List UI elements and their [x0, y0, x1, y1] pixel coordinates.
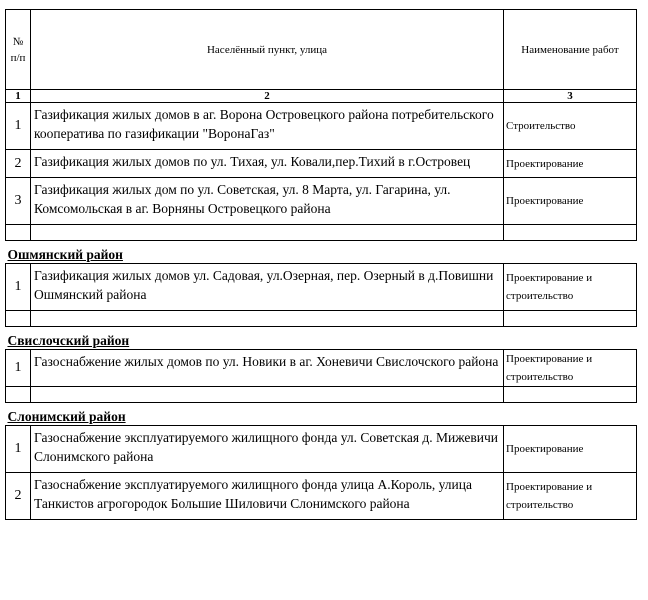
header-number-cell: [6, 10, 31, 90]
row-number: 2: [6, 150, 31, 178]
row-number: 1: [6, 426, 31, 473]
district-heading: Свислочский район: [7, 333, 130, 348]
table-row: [6, 350, 637, 387]
row-work: Проектирование и строительство: [504, 264, 637, 311]
table-row: [6, 426, 637, 473]
district-row: [6, 241, 637, 264]
table-row: [6, 150, 637, 178]
row-number: 1: [6, 264, 31, 311]
district-row: [6, 327, 637, 350]
empty-row: [6, 387, 637, 403]
row-number: 2: [6, 473, 31, 520]
row-locality: Газификация жилых домов в аг. Ворона Островецкого района потребительского кооператива по газификации "ВоронаГаз": [31, 103, 504, 150]
header-number-label: №: [12, 35, 24, 48]
district-heading: Ошмянский район: [7, 247, 123, 262]
works-table: [5, 9, 637, 520]
row-number: 3: [6, 178, 31, 225]
column-number-row: [6, 90, 637, 103]
row-locality: Газоснабжение эксплуатируемого жилищного фонда ул. Советская д. Мижевичи Слонимского района: [31, 426, 504, 473]
row-locality: Газификация жилых домов по ул. Тихая, ул. Ковали,пер.Тихий в г.Островец: [31, 150, 504, 178]
column-number-2: 2: [31, 90, 504, 103]
row-work: Строительство: [504, 103, 637, 150]
header-number-sublabel: п/п: [10, 51, 26, 64]
row-locality: Газификация жилых дом по ул. Советская, ул. 8 Марта, ул. Гагарина, ул. Комсомольская в аг. Ворняны Островецкого района: [31, 178, 504, 225]
column-number-3: 3: [504, 90, 637, 103]
table-row: [6, 103, 637, 150]
row-work: Проектирование и строительство: [504, 350, 637, 387]
district-row: [6, 403, 637, 426]
row-work: Проектирование: [504, 150, 637, 178]
table-row: [6, 178, 637, 225]
row-work: Проектирование: [504, 178, 637, 225]
column-number-1: 1: [6, 90, 31, 103]
header-work-cell: Наименование работ: [504, 10, 637, 90]
district-heading: Слонимский район: [7, 409, 126, 424]
empty-row: [6, 225, 637, 241]
works-table-container: [5, 9, 635, 520]
table-row: [6, 264, 637, 311]
empty-row: [6, 311, 637, 327]
row-locality: Газификация жилых домов ул. Садовая, ул.Озерная, пер. Озерный в д.Повишни Ошмянский района: [31, 264, 504, 311]
row-number: 1: [6, 350, 31, 387]
row-work: Проектирование и строительство: [504, 473, 637, 520]
header-locality-cell: Населённый пункт, улица: [31, 10, 504, 90]
row-number: 1: [6, 103, 31, 150]
row-locality: Газоснабжение жилых домов по ул. Новики в аг. Хоневичи Свислочского района: [31, 350, 504, 387]
table-row: [6, 473, 637, 520]
table-header-row: [6, 10, 637, 90]
row-work: Проектирование: [504, 426, 637, 473]
row-locality: Газоснабжение эксплуатируемого жилищного фонда улица А.Король, улица Танкистов агрогородок Большие Шиловичи Слонимского района: [31, 473, 504, 520]
